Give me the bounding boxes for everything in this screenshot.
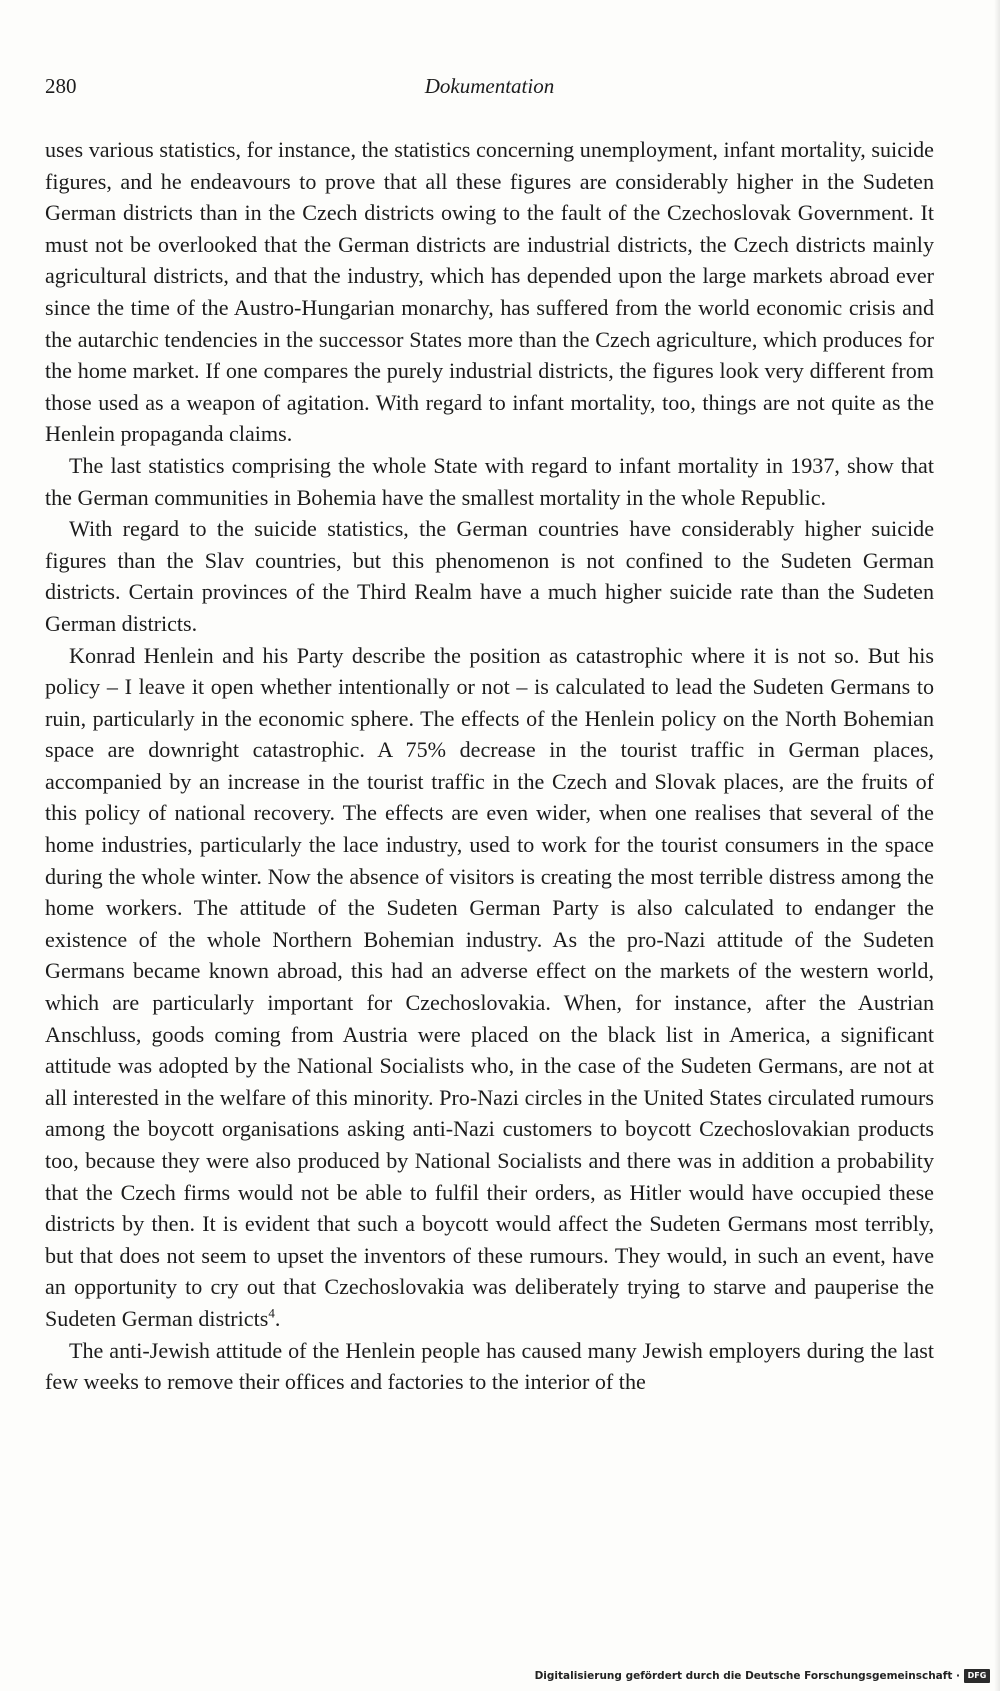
paragraph-4-end-punctuation: . (274, 1305, 281, 1331)
page-edge-shadow (994, 0, 1000, 1691)
paragraph-2: The last statistics comprising the whole State with regard to infant mortality in 1937, show that the German communities in Bohemia have the smallest mortality in the whole Republic. (45, 452, 934, 510)
paragraph-1: uses various statistics, for instance, the statistics concerning unemployment, infant mortality, suicide figures, and he endeavours to prove that all these figures are considerably higher in the Sudeten German districts than in the Czech districts owing to the fault of the Czechoslovak Government. It must not be overlooked that the German districts are industrial districts, the Czech districts mainly agricultural districts, and that the industry, which has depended upon the large markets abroad ever since the time of the Austro-Hungarian monarchy, has suffered from the world economic crisis and the autarchic tendencies in the successor States more than the Czech agriculture, which produces for the home market. If one compares the purely industrial districts, the figures look very different from those used as a weapon of agitation. With regard to infant mortality, too, things are not quite as the Henlein propaganda claims. (45, 137, 934, 447)
paragraph-5: The anti-Jewish attitude of the Henlein people has caused many Jewish employers during the last few weeks to remove their offices and factories to the interior of the (45, 1337, 934, 1395)
paragraph-4 (45, 640, 934, 1335)
page-header (45, 74, 934, 108)
footnote-marker[interactable]: 4 (268, 1305, 275, 1321)
body-text (45, 134, 934, 1398)
digitization-credit: Digitalisierung gefördert durch die Deutsche Forschungsgemeinschaft · (534, 1670, 960, 1682)
page-number: 280 (45, 74, 77, 98)
digitization-footer (535, 1667, 990, 1685)
dfg-logo-icon: DFG (964, 1669, 990, 1683)
paragraph-4-text: Konrad Henlein and his Party describe the position as catastrophic where it is not so. But his policy – I leave it open whether intentionally or not – is calculated to lead the Sudeten Germans to ruin, particularly in the economic sphere. The effects of the Henlein policy on the North Bohemian space are downright catastrophic. A 75% decrease in the tourist traffic in German places, accompanied by an increase in the tourist traffic in the Czech and Slovak places, are the fruits of this policy of national recovery. The effects are even wider, when one realises that several of the home industries, particularly the lace industry, used to work for the tourist consumers in the space during the whole winter. Now the absence of visitors is creating the most terrible distress among the home workers. The attitude of the Sudeten German Party is also calculated to endanger the existence of the whole Northern Bohemian industry. As the pro-Nazi attitude of the Sudeten Germans became known abroad, this had an adverse effect on the markets of the western world, which are particularly important for Czechoslovakia. When, for instance, after the Austrian Anschluss, goods coming from Austria were placed on the black list in America, a significant attitude was adopted by the National Socialists who, in the case of the Sudeten Germans, are not at all interested in the welfare of this minority. Pro-Nazi circles in the United States circulated rumours among the boycott organisations asking anti-Nazi customers to boycott Czechoslovakian products too, because they were also produced by National Socialists and there was in addition a probability that the Czech firms would not be able to fulfil their orders, as Hitler would have occupied these districts by then. It is evident that such a boycott would affect the Sudeten Germans most terribly, but that does not seem to upset the inventors of these rumours. They would, in such an event, have an opportunity to cry out that Czechoslovakia was deliberately trying to starve and pauperise the Sudeten German districts (45, 642, 934, 1331)
paragraph-3: With regard to the suicide statistics, the German countries have considerably higher suicide figures than the Slav countries, but this phenomenon is not confined to the Sudeten German districts. Certain provinces of the Third Realm have a much higher suicide rate than the Sudeten German districts. (45, 516, 934, 636)
running-head: Dokumentation (424, 74, 555, 98)
